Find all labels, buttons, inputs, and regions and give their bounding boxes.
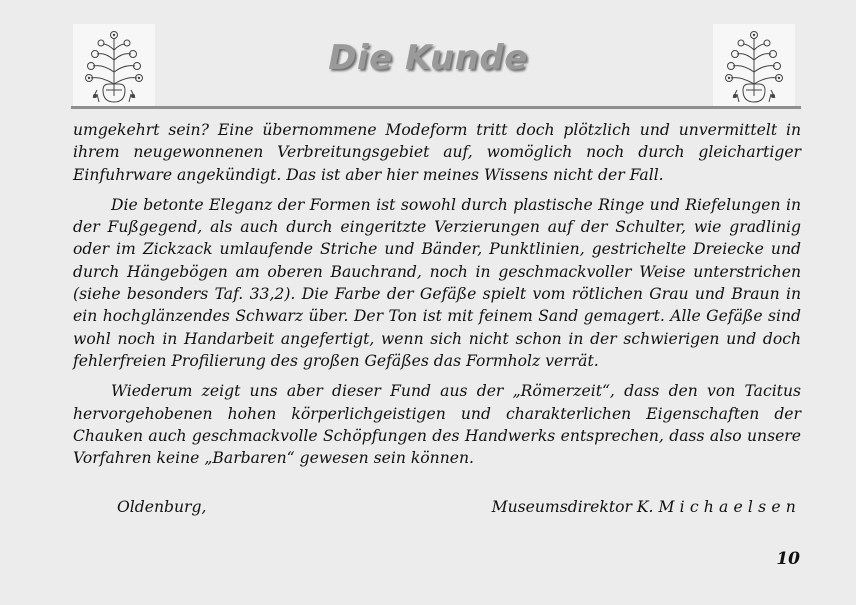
header-divider <box>71 106 801 109</box>
tree-ornament-graphic <box>713 24 795 108</box>
signature-author-title: Museumsdirektor K. <box>491 498 654 516</box>
paragraph-continued: umgekehrt sein? Eine übernommene Modeform tritt doch plötzlich und unvermittelt in ihrem neugewonnenen Verbreitungsgebiet auf, womöglich noch durch gleichartiger Einfuhrware angekündigt. Das ist aber hier meines Wissens nicht der Fall. <box>73 121 801 184</box>
paragraph-roman-era-find: Wiederum zeigt uns aber dieser Fund aus der „Römerzeit“, dass den von Tacitus hervorgehobenen hohen körperlichgeistigen und charakterlichen Eigenschaften der Chauken auch geschmackvolle Schöpfungen des Handwerks entsprechen, dass also unsere Vorfahren keine „Barbaren“ gewesen sein können. <box>73 382 801 468</box>
page-number: 10 <box>776 549 800 569</box>
signature-author-surname: Michaelsen <box>658 498 801 516</box>
signature-author <box>492 498 801 516</box>
paragraph-forms-decoration: Die betonte Eleganz der Formen ist sowohl durch plastische Ringe und Riefelungen in der Fußgegend, als auch durch eingeritzte Verzierungen auf der Schulter, wie gradlinig oder im Zickzack umlaufende Striche und Bänder, Punktlinien, gestrichelte Dreiecke und durch Hängebögen am oberen Bauchrand, noch in geschmackvoller Weise unterstrichen (siehe besonders Taf. 33,2). Die Farbe der Gefäße spielt vom rötlichen Grau und Braun in ein hochglänzendes Schwarz über. Der Ton ist mit feinem Sand gemagert. Alle Gefäße sind wohl noch in Handarbeit angefertigt, wenn sich nicht schon in der schwierigen und doch fehlerfreien Profilierung des großen Gefäßes das Formholz verrät. <box>73 195 801 370</box>
signature-place: Oldenburg, <box>117 498 207 516</box>
tree-of-life-ornament-right-icon <box>713 24 795 108</box>
article-body <box>73 119 801 477</box>
page-title: Die Kunde <box>328 38 528 78</box>
